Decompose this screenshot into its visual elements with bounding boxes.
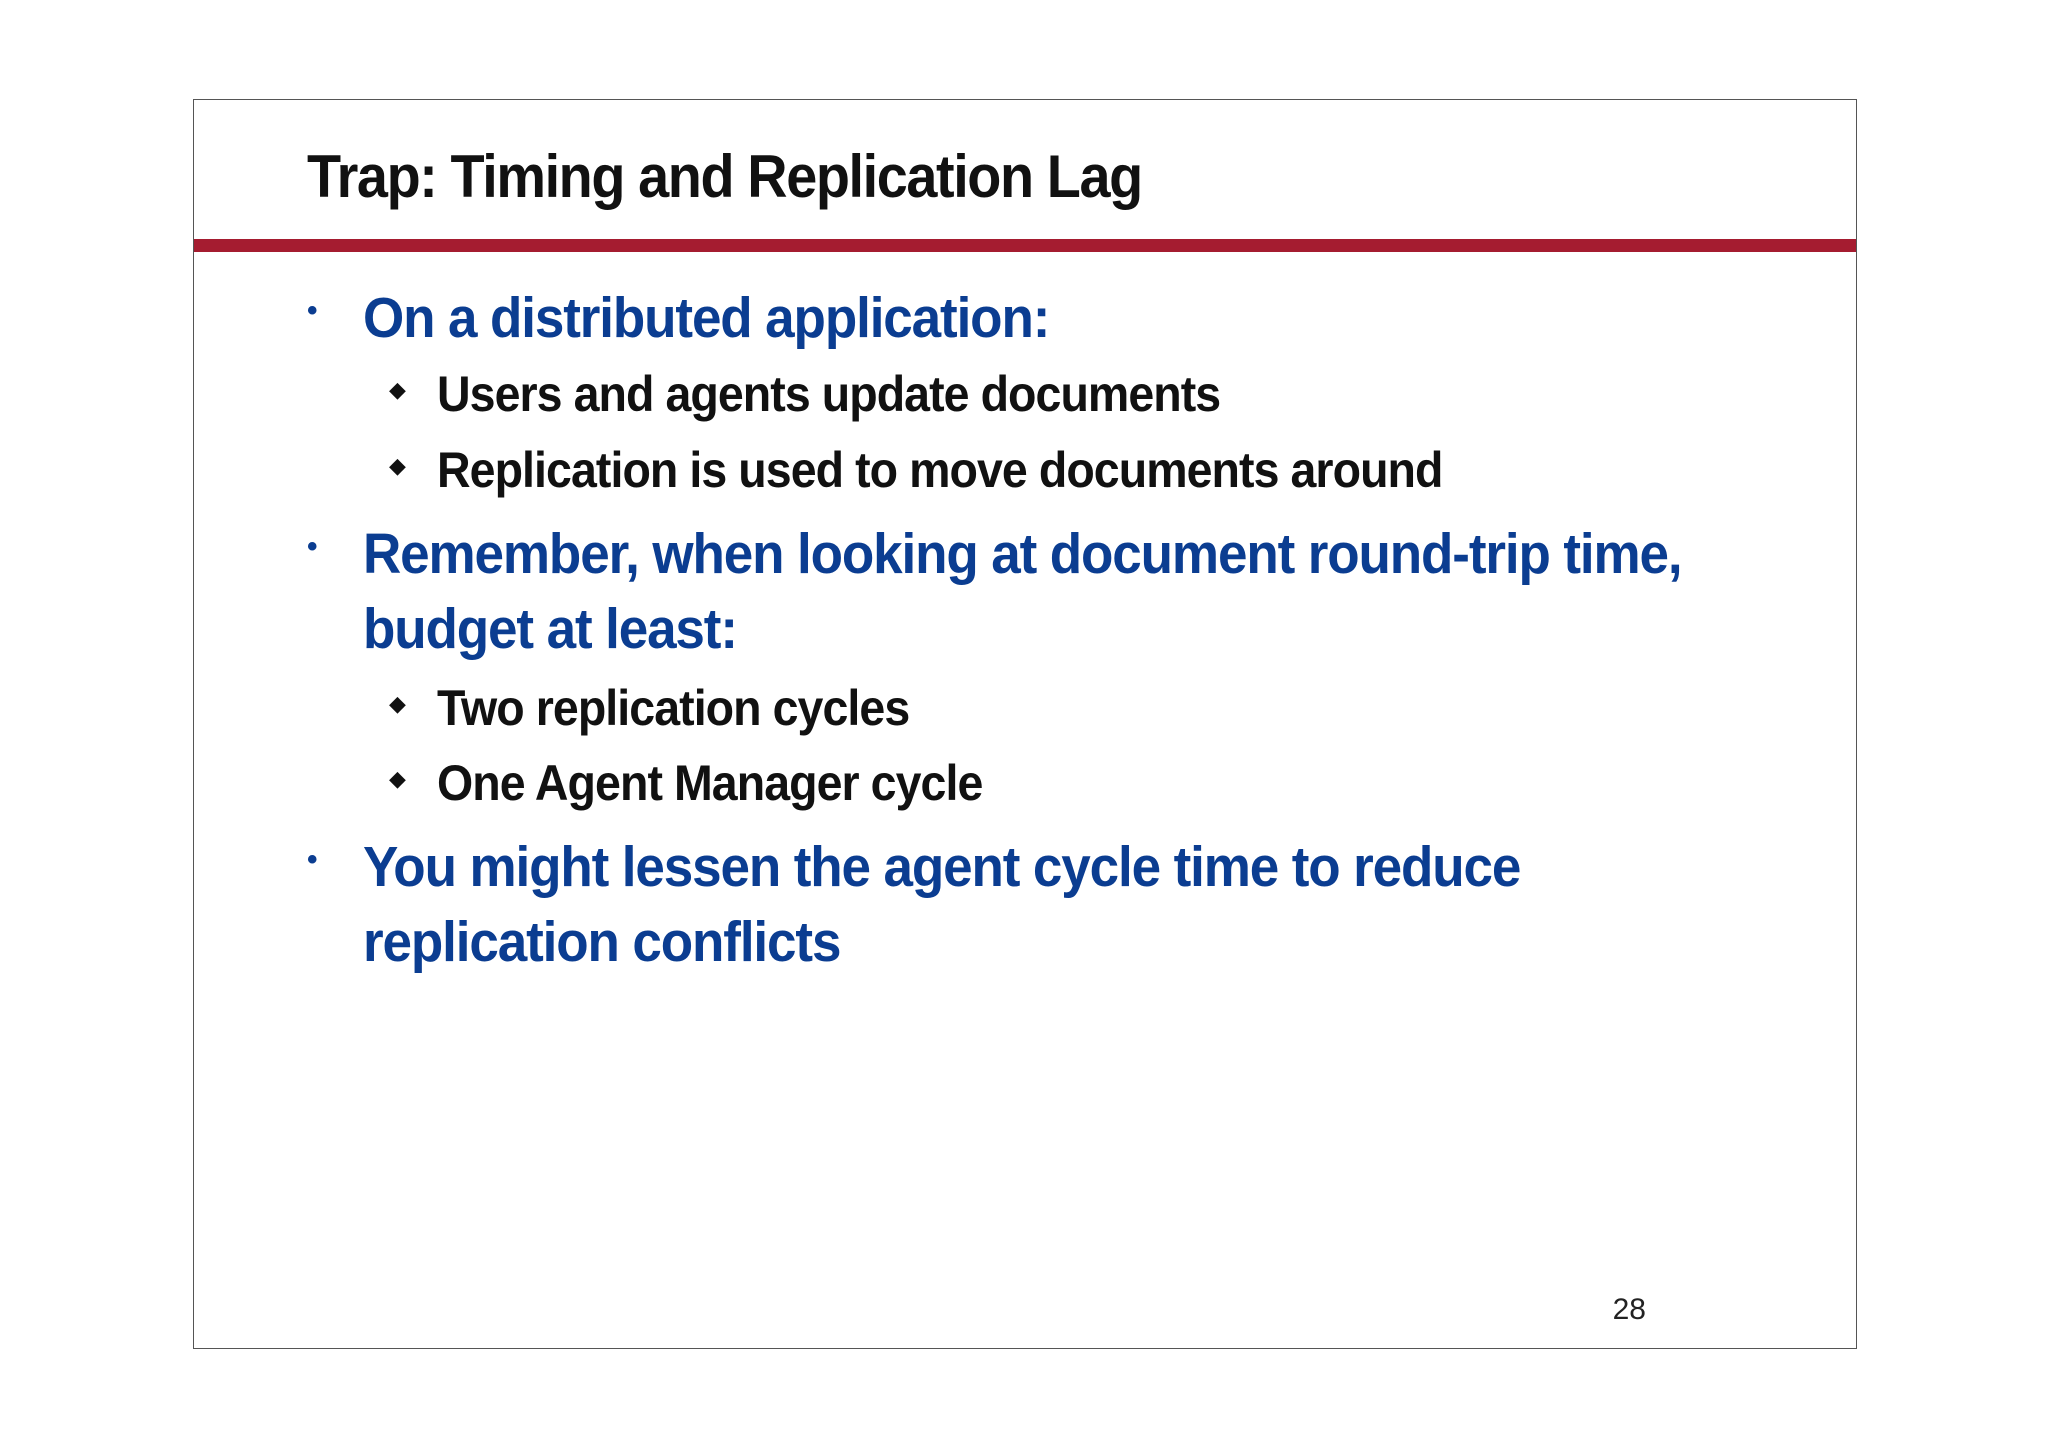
diamond-bullet-icon: ◆ — [389, 766, 405, 791]
sub-bullet-text: One Agent Manager cycle — [437, 755, 983, 811]
bullet-text: On a distributed application: — [363, 286, 1050, 350]
slide-content — [194, 100, 1856, 1348]
diamond-bullet-icon: ◆ — [389, 377, 405, 402]
page-number: 28 — [1612, 1293, 1646, 1326]
sub-bullet-text: Users and agents update documents — [437, 366, 1221, 422]
bullet-text: Remember, when looking at document round-trip time, budget at least: — [363, 522, 1682, 661]
diamond-bullet-icon: ◆ — [389, 691, 405, 716]
sub-bullet-text: Two replication cycles — [437, 680, 910, 736]
slide — [193, 99, 1857, 1349]
bullet-dot-icon: • — [307, 530, 317, 563]
diamond-bullet-icon: ◆ — [389, 453, 405, 478]
bullet-text: You might lessen the agent cycle time to reduce replication conflicts — [363, 835, 1521, 974]
sub-bullet-text: Replication is used to move documents around — [437, 442, 1443, 498]
bullet-dot-icon: • — [307, 843, 317, 876]
bullet-dot-icon: • — [307, 294, 317, 327]
slide-title: Trap: Timing and Replication Lag — [307, 143, 1142, 210]
